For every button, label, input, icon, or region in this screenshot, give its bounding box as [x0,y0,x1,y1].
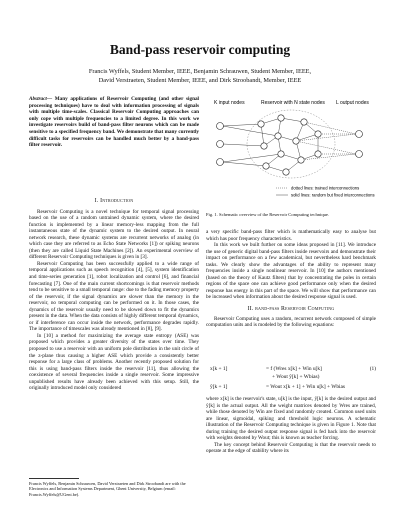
intro-paragraph-2: Reservoir Computing has been successfully applied to a wide range of temporal applications such as speech recognition [4], [5], system identification and time-series generation [1], robot localization and control [6], and financial forecasting [7]. One of the main current shortcomings is that reservoir methods tend to be sensitive to a small temporal range: due to the fading memory property of the reservoir, if the signal dynamics are slower than the memory in the reservoir, no temporal computing can be performed on it. In those cases, the dynamics of the reservoir usually need to be slowed down to fit the dynamics present in the data. When the data consists of highly different temporal dynamics, or if interference can occur inside the network, performance degrades rapidly. The importance of timescales was already mentioned in [8], [9]. [29,260,199,333]
equation-1-rhs-b: + Wout ŷ[k] + Wbias) [272,374,320,380]
figure-caption: Fig. 1. Schematic overview of the Reservoir Computing technique. [206,212,330,217]
output-nodes [356,131,363,158]
right-column-text [206,229,376,329]
right-paragraph-4: where x[k] is the reservoir's state, u[k] is the input, ŷ[k] is the desired output and ŷ[k] is the actual output. All the weight matrices denoted by Wres are trained, while those denoted by Win are fixed and randomly created. Common used units are linear, sigmoidal, spiking and threshold logic neurons. A schematic illustration of the Reservoir Computing technique is given in Figure 1. Note that during training the desired output response signal is fed back into the reservoir with weights denoted by Wout; this is known as teacher forcing. [206,396,376,442]
random-connections [223,118,318,172]
intro-paragraph-1: Reservoir Computing is a novel technique for temporal signal processing based on the use of a random untrained dynamic system, where the desired function is implemented by a linear memory-less mapping from the full instantaneous state of the dynamic system to the desired output. In neural network research, these dynamic systems are recurrent networks of analog (in which case they are referred to as Echo State Networks [1]) or spiking neurons (then they are called Liquid State Machines [2]). An experimental overview of different Reservoir Computing techniques is given in [3]. [29,208,199,261]
section-heading-bandpass: II. band-pass Reservoir Computing [247,306,335,313]
intro-paragraph-3: In [10] a method for maximizing the average state entropy (ASE) was proposed which provides a greater diversity of the states over time. They proposed to use a reservoir with an uniform pole distribution in the unit circle of the z-plane thus causing a higher ASE which provide a consistently better response for a large class of problems. Another recently proposed solution for this is using band-pass filters inside the reservoir [11], thus allowing the coexistence of several frequencies inside a single reservoir. Some impressive unpublished results have already been achieved with this setup. Still, the originally introduced model only considered [29,332,199,392]
footnote: Francis Wyffels, Benjamin Schrauwen, David Verstraeten and Dirk Stroobandt are with the Electronics and Information Systems Department, Ghent University, Belgium (email: Francis.Wyffels@UGent.be). [29,481,186,497]
paper-title: Band-pass reservoir computing [109,42,291,57]
right-paragraph-2: In this work we built further on some ideas proposed in [11]. We introduce the use of generic digital band-pass filters inside reservoirs and demonstrate their impact on performance on a few academical, but nevertheless hard benchmark tasks. We clearly show the advantages of the ability to represent many frequencies inside a single nonlinear reservoir. In [10] the authors mentioned (based on the theory of Kautz filters) that by concentrating the poles in certain regions of the space one can achieve good performance only when the desired response has energy in this part of the space. We will show that performance can be increased when information about the desired response signal is used. [206,242,376,301]
input-nodes [217,123,224,166]
equation-1-number: (1) [369,366,376,372]
equation-2-rhs: = Wout x[k + 1] + Win u[k] + Wbias [266,384,346,390]
author-line-1: Francis Wyffels, Student Member, IEEE, Benjamin Schrauwen, Student Member, IEEE, [88,68,312,75]
reservoir-diagram [206,96,376,201]
equation-1-lhs: x[k + 1] [210,366,228,372]
trained-connections [296,122,356,160]
reservoir-label: Reservoir with N state nodes [261,100,325,106]
section-introduction [29,198,199,392]
equation-2-lhs: ŷ[k + 1] [210,384,228,390]
footnote-rule [29,478,79,479]
figure-reservoir-schematic [206,96,376,201]
legend-solid: solid lines: random but fixed interconnections [291,192,375,198]
legend-dotted: dotted lines: trained interconnections [291,185,360,191]
output-nodes-label: L output nodes [336,100,369,106]
abstract [29,96,199,149]
equation-1-rhs-a: = f (Wres x[k] + Win u[k] [266,366,322,372]
author-line-2: David Verstraeten, Student Member, IEEE, and Dirk Stroobandt, Member, IEEE [98,76,302,84]
abstract-label: Abstract [29,96,47,102]
author-list [40,68,360,85]
right-paragraph-3: Reservoir Computing uses a random, recurrent network composed of simple computation units and is modeled by the following equations: [206,315,376,329]
section-heading-introduction: I. Introduction [94,198,134,204]
input-nodes-label: K input nodes [214,100,245,106]
abstract-text: — Many applications of Reservoir Computing (and other signal processing techniques) have to deal with information processing of signals with multiple time-scales. Classical Reservoir Computing approaches can only cope with multiple frequencies to a limited degree. In this work we investigate reservoirs build of band-pass filter neurons which can be made sensitive to a specified frequency band. We demonstrate that many currently difficult tasks for reservoirs can be handled much better by a band-pass filter reservoir. [29,96,199,149]
right-paragraph-5: The key concept behind Reservoir Computing is that the reservoir needs to operate at the edge of stability where its [206,441,376,455]
reservoir-nodes [258,115,321,175]
right-column-text-2 [206,396,376,455]
right-paragraph-1: a very specific band-pass filter which is mathematically easy to analyse but which has poor frequency characteristics. [206,229,376,242]
